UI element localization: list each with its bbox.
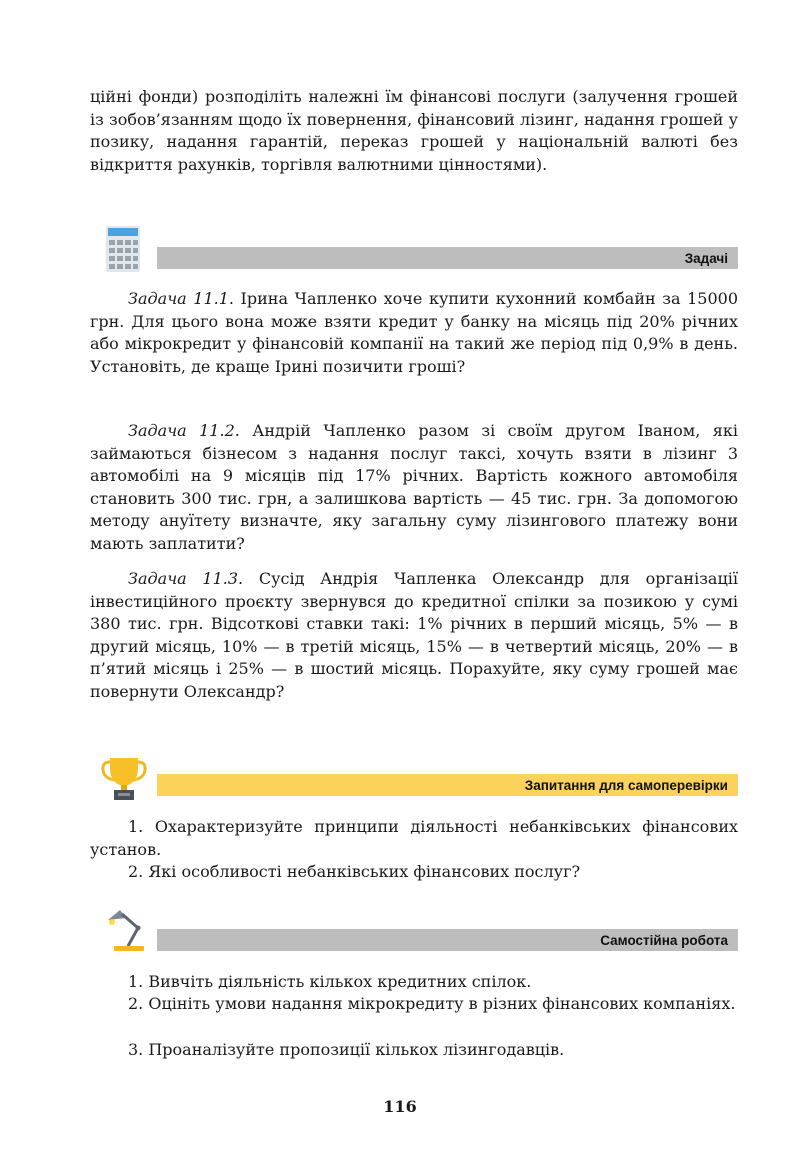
question-item: 2. Які особливості небанківських фінансових послуг? (128, 862, 581, 881)
calculator-icon (106, 226, 140, 276)
task-11-2 (90, 420, 738, 555)
trophy-icon (100, 756, 148, 806)
task-label: Задача 11.3 (128, 569, 239, 588)
desk-lamp-icon (102, 906, 152, 958)
task-label: Задача 11.1 (128, 289, 229, 308)
work-item: 2. Оцініть умови надання мікрокредиту в різних фінансових компаніях. (128, 994, 736, 1013)
page-number: 116 (383, 1097, 417, 1116)
task-label: Задача 11.2 (128, 421, 235, 440)
work-item: 1. Вивчіть діяльність кількох кредитних спілок. (128, 972, 532, 991)
tasks-section-title: Задачі (684, 250, 728, 266)
task-text: . Андрій Чапленко разом зі своїм другом Іваном, які займаються бізнесом з надання послуг таксі, хочуть взяти в лізинг 3 автомобілі на 9 місяців під 17% річних. Вартість кожного автомобіля становить 300 тис. грн, а залишкова вартість — 45 тис. грн. За допомогою методу ануїтету визначте, яку загальну суму лізингового платежу вони мають заплатити? (90, 421, 738, 553)
work-section-title: Самостійна робота (600, 932, 728, 948)
question-item: 1. Охарактеризуйте принципи діяльності небанківських фінансових установ. (90, 817, 738, 859)
work-item: 3. Проаналізуйте пропозиції кількох лізингодавців. (128, 1040, 565, 1059)
task-11-3 (90, 568, 738, 703)
task-text: . Ірина Чапленко хоче купити кухонний комбайн за 15000 грн. Для цього вона може взяти кредит у банку на місяць під 20% річних або мікрокредит у фінансовій компанії на такий же період під 0,9% в день. Установіть, де краще Ірині позичити гроші? (90, 289, 738, 376)
task-11-1 (90, 288, 738, 378)
task-text: . Сусід Андрія Чапленка Олександр для організації інвестиційного проєкту звернувся до кредитної спілки за позикою у сумі 380 тис. грн. Відсоткові ставки такі: 1% річних в перший місяць, 5% — в другий місяць, 10% — в третій місяць, 15% — в четвертий місяць, 20% — в п’ятий місяць і 25% — в шостий місяць. Порахуйте, яку суму грошей має повернути Олександр? (90, 569, 738, 701)
tasks-section-bar (157, 247, 738, 269)
work-section-bar (157, 929, 738, 951)
questions-section-bar (157, 774, 738, 796)
intro-paragraph: ційні фонди) розподіліть належні їм фінансові послуги (залучення грошей із зобов’язанням щодо їх повернення, фінансовий лізинг, надання грошей у позику, надання гарантій, переказ грошей у національній валюті без відкриття рахунків, торгівля валютними цінностями). (90, 87, 738, 174)
questions-section-title: Запитання для самоперевірки (524, 777, 728, 793)
